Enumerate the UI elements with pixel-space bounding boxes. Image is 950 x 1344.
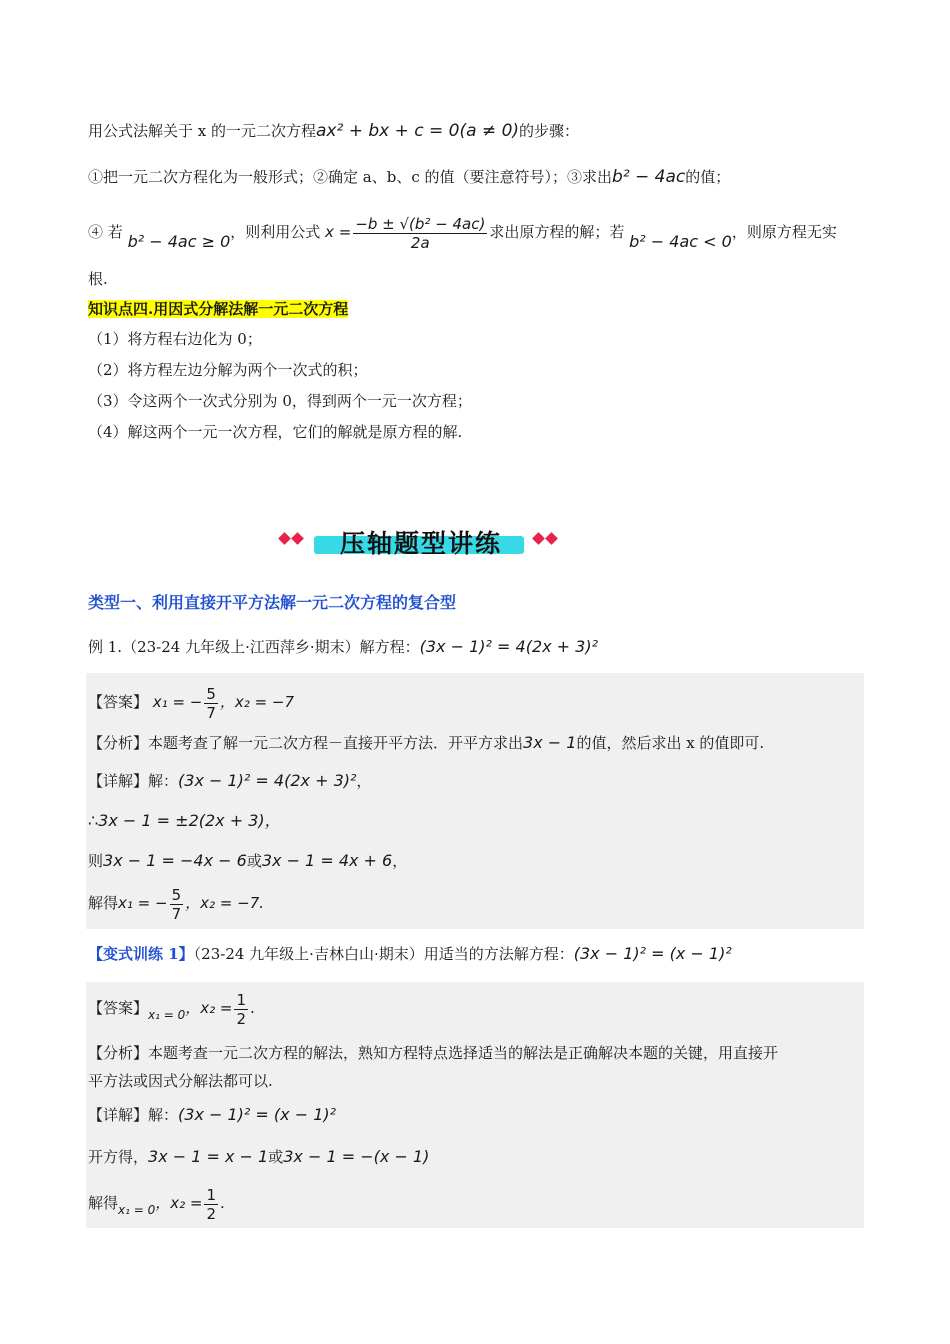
var1-source: （23-24 九年级上·吉林白山·期末）用适当的方法解方程：	[193, 945, 574, 963]
ex1-then-eq2: 3x − 1 = 4x + 6	[261, 851, 393, 870]
type1-title: 类型一、利用直接开平方法解一元二次方程的复合型	[88, 593, 457, 612]
ex1-analysis-end: 的值，然后求出 x 的值即可.	[576, 734, 765, 752]
ex1-answer-x1: x₁ = −	[152, 693, 203, 711]
var1-answer-num: 1	[236, 990, 247, 1009]
var1-answer-fraction	[234, 991, 248, 1028]
var1-answer-den: 2	[236, 1009, 247, 1028]
ex1-analysis-label: 【分析】	[88, 734, 149, 752]
ex1-solution-fraction	[170, 886, 184, 923]
ex1-analysis-text: 本题考查了解一元二次方程－直接开平方法．开平方求出	[148, 734, 524, 752]
var1-open-label: 开方得，	[88, 1148, 149, 1166]
kp4-step-2: （2）将方程左边分解为两个一次式的积；	[88, 361, 368, 379]
ex1-detail-comma: ，	[356, 772, 372, 790]
steps-1-3-text: ①把一元二次方程化为一般形式；②确定 a、b、c 的值（要注意符号）；③求出	[88, 168, 612, 186]
ex1-solution-num: 5	[171, 885, 182, 904]
step4-if: ④ 若	[88, 223, 123, 241]
intro-line-1	[88, 120, 579, 142]
ex1-detail	[88, 770, 371, 792]
discriminant-lt-zero: b² − 4ac < 0	[629, 232, 732, 251]
var1-answer-label: 【答案】	[88, 999, 149, 1017]
var1-detail-equation: (3x − 1)² = (x − 1)²	[178, 1105, 337, 1124]
ex1-question	[88, 636, 598, 658]
ex1-answer-label: 【答案】	[88, 693, 149, 711]
var1-answer	[88, 990, 255, 1028]
var1-analysis-text-1: 本题考查一元二次方程的解法，熟知方程特点选择适当的解法是正确解决本题的关键，用直接开	[148, 1044, 779, 1062]
var1-open-eq2: 3x − 1 = −(x − 1)	[283, 1147, 430, 1166]
ex1-solution-x1: x₁ = −	[118, 894, 168, 912]
intro-text: 用公式法解关于 x 的一元二次方程	[88, 122, 316, 140]
formula-denominator: 2a	[410, 233, 430, 252]
ex1-detail-label: 【详解】	[88, 772, 149, 790]
var1-detail	[88, 1104, 336, 1126]
step4-text-end: 根.	[88, 270, 108, 288]
kp4-step-1: （1）将方程右边化为 0；	[88, 330, 262, 348]
intro-text-end: 的步骤：	[519, 122, 580, 140]
var1-solution	[88, 1184, 225, 1223]
step4-text-3: ，则原方程无实	[731, 223, 837, 241]
general-form-equation: ax² + bx + c = 0(a ≠ 0)	[316, 121, 520, 141]
var1-answer-x2: ，x₂ =	[185, 999, 233, 1017]
var1-label: 【变式训练 1】	[88, 945, 194, 963]
var1-solution-x2: ，x₂ =	[155, 1194, 203, 1212]
var1-solution-num: 1	[206, 1185, 217, 1204]
ex1-then-label: 则	[88, 852, 104, 870]
var1-solution-fraction	[204, 1186, 218, 1223]
formula-x: x =	[325, 223, 352, 241]
step4-text-2: 求出原方程的解；若	[489, 223, 625, 241]
var1-detail-label: 【详解】	[88, 1106, 149, 1124]
ex1-answer-num: 5	[206, 684, 216, 703]
formula-numerator: −b ± √(b² − 4ac)	[355, 214, 486, 233]
var1-solution-den: 2	[206, 1204, 217, 1223]
var1-analysis-text-2: 平方法或因式分解法都可以.	[88, 1072, 273, 1090]
intro-step4-line	[88, 212, 837, 252]
var1-open-eq1: 3x − 1 = x − 1	[148, 1147, 269, 1166]
quadratic-formula	[353, 215, 487, 252]
ex1-then-end: ，	[392, 852, 408, 870]
intro-steps-line	[88, 166, 730, 188]
var1-open	[88, 1146, 429, 1168]
banner-title: 压轴题型讲练	[339, 529, 502, 558]
var1-solution-label: 解得	[88, 1194, 119, 1212]
var1-answer-x1: x₁ = 0	[148, 1008, 186, 1022]
var1-question	[88, 943, 732, 965]
kp4-title: 知识点四.用因式分解法解一元二次方程	[88, 300, 349, 318]
type1-title-line	[88, 592, 456, 614]
ex1-answer	[88, 684, 294, 722]
ex1-solution	[88, 884, 264, 923]
kp4-title-line	[88, 298, 348, 320]
ex1-then	[88, 850, 407, 872]
kp4-step-3: （3）令这两个一次式分别为 0，得到两个一元一次方程；	[88, 392, 472, 410]
discriminant-ge-zero: b² − 4ac ≥ 0	[127, 232, 231, 251]
var1-solution-end: .	[220, 1194, 225, 1212]
ex1-detail-sol: 解：	[148, 772, 179, 790]
ex1-then-or: 或	[246, 852, 262, 870]
ex1-label: 例 1.（23-24 九年级上·江西萍乡·期末）解方程：	[88, 638, 420, 656]
ex1-then-eq1: 3x − 1 = −4x − 6	[103, 851, 247, 870]
step4-text: ，则利用公式	[230, 223, 321, 241]
var1-analysis-label: 【分析】	[88, 1044, 149, 1062]
ex1-therefore: ∴3x − 1 = ±2(2x + 3)，	[88, 811, 281, 830]
discriminant-expr: b² − 4ac	[612, 167, 686, 187]
steps-1-3-end: 的值；	[685, 168, 731, 186]
ex1-equation: (3x − 1)² = 4(2x + 3)²	[419, 637, 599, 656]
ex1-solution-label: 解得	[88, 894, 119, 912]
section-banner	[276, 518, 566, 560]
var1-solution-x1: x₁ = 0	[118, 1203, 156, 1217]
ex1-analysis-expr: 3x − 1	[523, 733, 577, 752]
ex1-solution-x2: ，x₂ = −7.	[185, 894, 265, 912]
ex1-solution-den: 7	[171, 904, 182, 923]
var1-equation: (3x − 1)² = (x − 1)²	[573, 944, 732, 963]
var1-detail-sol: 解：	[148, 1106, 179, 1124]
var1-open-or: 或	[268, 1148, 284, 1166]
ex1-analysis	[88, 732, 764, 754]
ex1-detail-equation: (3x − 1)² = 4(2x + 3)²	[178, 771, 357, 790]
ex1-answer-x2: ，x₂ = −7	[219, 693, 295, 711]
var1-answer-end: .	[250, 999, 255, 1017]
ex1-answer-fraction	[204, 685, 218, 722]
ex1-answer-den: 7	[206, 703, 216, 722]
var1-analysis-line1	[88, 1042, 778, 1064]
kp4-step-4: （4）解这两个一元一次方程，它们的解就是原方程的解.	[88, 423, 463, 441]
